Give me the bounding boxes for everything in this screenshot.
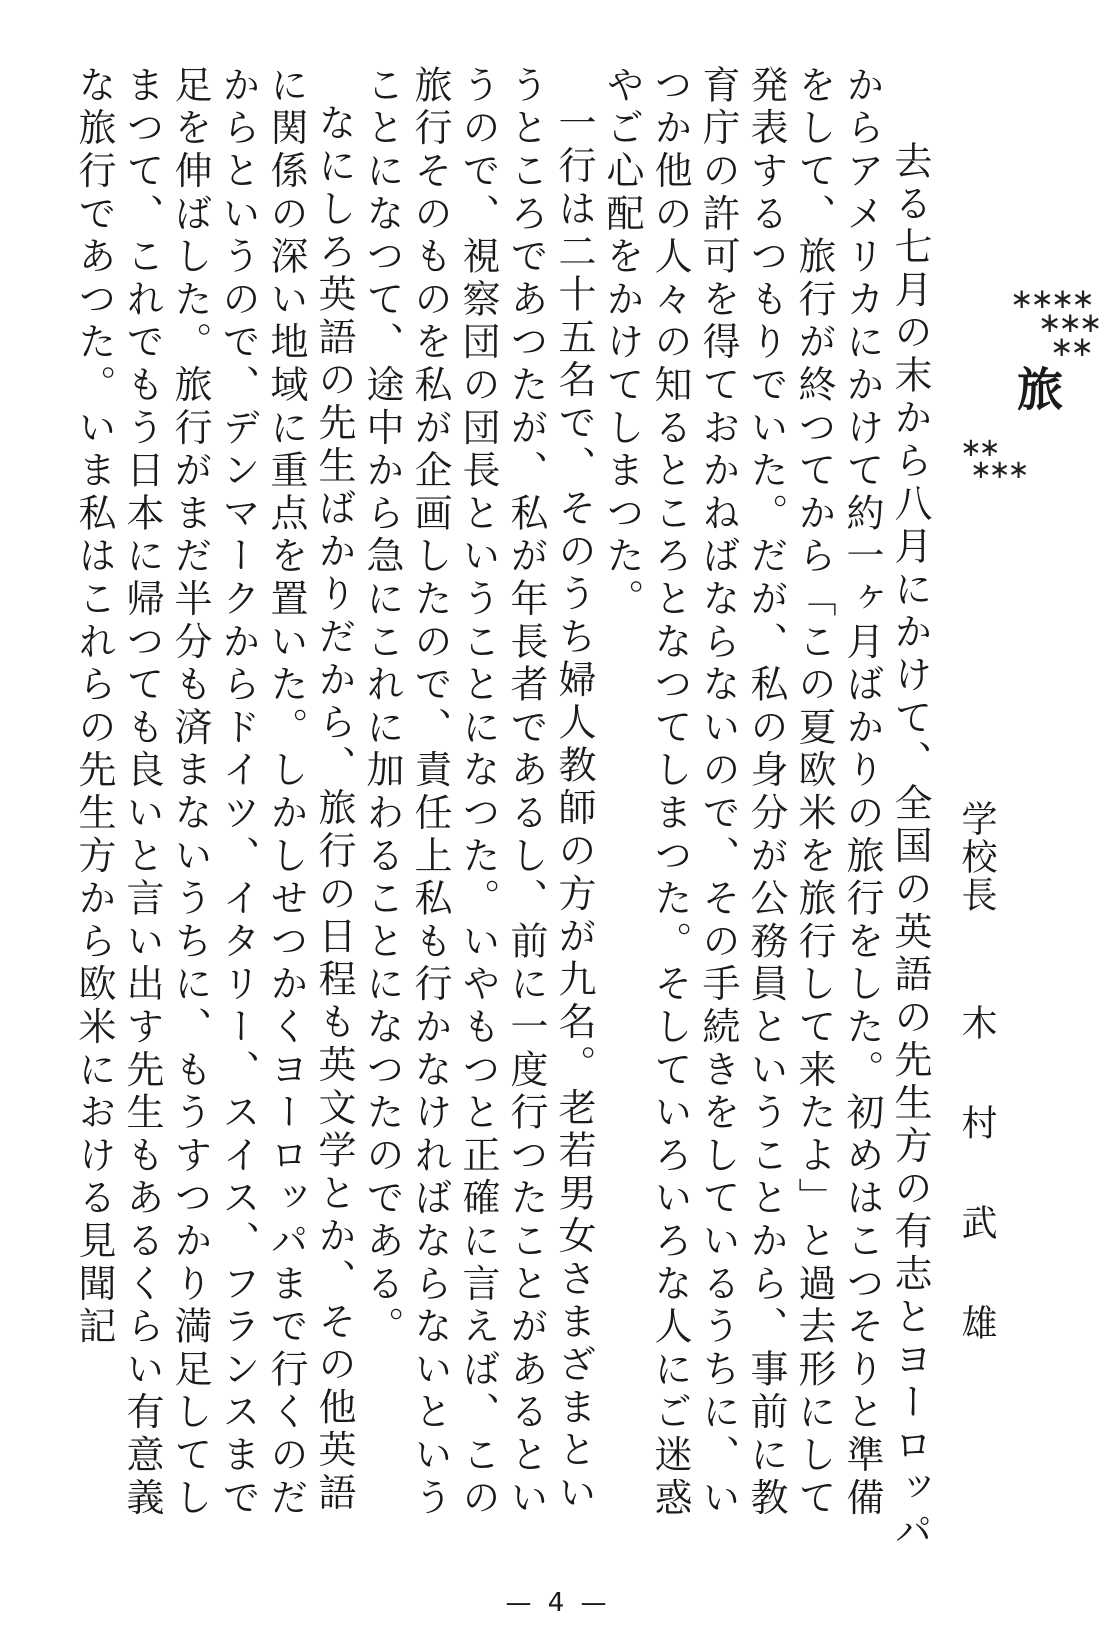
decorative-asterisks-top: ∗∗∗∗ ∗∗∗ ∗∗ bbox=[1010, 282, 1100, 363]
paragraph: 去る七月の末から八月にかけて、全国の英語の先生方の有志とヨーロッパからアメリカにかけて約一ヶ月ばかりの旅行をした。初めはこつそりと準備をして、旅行が終つてから「この夏欧米を旅行して来たよ」と過去形にして発表するつもりでいた。だが、私の身分が公務員ということから、事前に教育庁の許可を得ておかねばならないので、その手続きをしているうちに、いつか他の人々の知るところとなつてしまつた。そしていろいろな人にご迷惑やご心配をかけてしまつた。 bbox=[600, 65, 932, 1554]
paragraph: 一行は二十五名で、そのうち婦人教師の方が九名。老若男女さまざまというところであつたが、私が年長者であるし、前に一度行つたことがあるというので、視察団の団長ということになつた。いやもつと正確に言えば、この旅行そのものを私が企画したので、責任上私も行かなければならないということになつて、途中から急にこれに加わることになつたのである。 bbox=[360, 65, 596, 1521]
decorative-asterisks-bottom: ∗∗ ∗∗∗ bbox=[960, 433, 1027, 485]
author-title: 学校長 bbox=[956, 800, 997, 914]
author-line bbox=[948, 800, 998, 1600]
page-number: — 4 — bbox=[505, 1588, 611, 1618]
paragraph: なにしろ英語の先生ばかりだから、旅行の日程も英文学とか、その他英語に関係の深い地域に重点を置いた。しかしせつかくヨーロッパまで行くのだからというので、デンマークからドイツ、イタリー、スイス、フランスまで足を伸ばした。旅行がまだ半分も済まないうちに、もうすつかり満足してしまつて、これでもう日本に帰つても良いと言い出す先生もあるくらい有意義な旅行であつた。いま私はこれらの先生方から欧米における見聞記 bbox=[72, 65, 356, 1521]
author-name: 木村武雄 bbox=[956, 1004, 997, 1404]
article-title: 旅 bbox=[1010, 365, 1064, 411]
article-body bbox=[44, 65, 934, 1555]
